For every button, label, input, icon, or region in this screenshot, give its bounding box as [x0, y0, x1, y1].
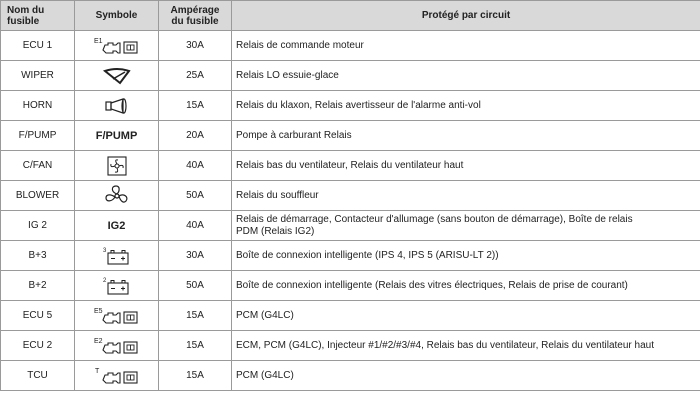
- horn-icon: [75, 91, 159, 121]
- protected-circuit: [232, 211, 700, 241]
- fuse-name: BLOWER: [1, 181, 75, 211]
- table-row: [1, 301, 700, 331]
- fuse-name: B+3: [1, 241, 75, 271]
- fuse-name: TCU: [1, 361, 75, 391]
- protected-circuit: [232, 241, 700, 271]
- icon-superscript: E5: [93, 307, 103, 315]
- condenser-fan-icon: [75, 151, 159, 181]
- battery-icon: [75, 241, 159, 271]
- wiper-icon: [75, 61, 159, 91]
- table-row: [1, 31, 700, 61]
- tcu-icon: [75, 361, 159, 391]
- header-protected-circuit: Protégé par circuit: [232, 1, 700, 31]
- table-row: [1, 331, 700, 361]
- header-amperage: Ampérage du fusible: [159, 1, 232, 31]
- circuit-line: Boîte de connexion intelligente (IPS 4, IPS 5 (ARISU-LT 2)): [236, 249, 499, 261]
- blower-fan-icon: [75, 181, 159, 211]
- table-row: [1, 151, 700, 181]
- fuse-amperage: 50A: [159, 271, 232, 301]
- symbol-label: F/PUMP: [95, 129, 138, 142]
- fuse-name: F/PUMP: [1, 121, 75, 151]
- icon-superscript: E1: [93, 37, 103, 45]
- circuit-line: Relais bas du ventilateur, Relais du ventilateur haut: [236, 159, 464, 171]
- circuit-line: Relais du klaxon, Relais avertisseur de l'alarme anti-vol: [236, 99, 481, 111]
- svg-text:T: T: [94, 367, 99, 375]
- ecu-icon: [75, 301, 159, 331]
- table-row: [1, 271, 700, 301]
- fuse-amperage: 40A: [159, 151, 232, 181]
- protected-circuit: [232, 121, 700, 151]
- protected-circuit: [232, 151, 700, 181]
- fuse-amperage: 50A: [159, 181, 232, 211]
- symbol-label: IG2: [107, 219, 126, 232]
- fuse-name: WIPER: [1, 61, 75, 91]
- svg-text:2: 2: [102, 277, 106, 284]
- fuse-name: HORN: [1, 91, 75, 121]
- protected-circuit: [232, 61, 700, 91]
- symbol-text: [75, 211, 159, 241]
- table-row: [1, 121, 700, 151]
- header-symbol: Symbole: [75, 1, 159, 31]
- battery-icon: [75, 271, 159, 301]
- fuse-name: C/FAN: [1, 151, 75, 181]
- header-fuse-name: Nom du fusible: [1, 1, 75, 31]
- protected-circuit: [232, 361, 700, 391]
- protected-circuit: [232, 331, 700, 361]
- circuit-line: Relais de commande moteur: [236, 39, 364, 51]
- circuit-line: PDM (Relais IG2): [236, 225, 315, 237]
- table-row: [1, 241, 700, 271]
- symbol-text: [75, 121, 159, 151]
- protected-circuit: [232, 271, 700, 301]
- header-row: [1, 1, 700, 31]
- protected-circuit: [232, 91, 700, 121]
- fuse-amperage: 25A: [159, 61, 232, 91]
- circuit-line: ECM, PCM (G4LC), Injecteur #1/#2/#3/#4, Relais bas du ventilateur, Relais du ventilateur haut: [236, 339, 654, 351]
- protected-circuit: [232, 181, 700, 211]
- circuit-line: Relais LO essuie-glace: [236, 69, 339, 81]
- fuse-name: ECU 2: [1, 331, 75, 361]
- circuit-line: PCM (G4LC): [236, 309, 294, 321]
- protected-circuit: [232, 31, 700, 61]
- table-row: [1, 211, 700, 241]
- svg-text:3: 3: [102, 247, 106, 254]
- circuit-line: Pompe à carburant Relais: [236, 129, 352, 141]
- table-row: [1, 361, 700, 391]
- fuse-name: ECU 1: [1, 31, 75, 61]
- fuse-amperage: 15A: [159, 301, 232, 331]
- fuse-amperage: 15A: [159, 361, 232, 391]
- fuse-amperage: 30A: [159, 31, 232, 61]
- fuse-name: IG 2: [1, 211, 75, 241]
- fuse-amperage: 15A: [159, 331, 232, 361]
- fuse-amperage: 30A: [159, 241, 232, 271]
- icon-superscript: E2: [93, 337, 103, 345]
- circuit-line: Boîte de connexion intelligente (Relais des vitres électriques, Relais de prise de courant): [236, 279, 628, 291]
- protected-circuit: [232, 301, 700, 331]
- circuit-line: Relais du souffleur: [236, 189, 319, 201]
- fuse-amperage: 20A: [159, 121, 232, 151]
- fuse-amperage: 40A: [159, 211, 232, 241]
- circuit-line: Relais de démarrage, Contacteur d'allumage (sans bouton de démarrage), Boîte de relais: [236, 213, 633, 225]
- table-row: [1, 61, 700, 91]
- circuit-line: PCM (G4LC): [236, 369, 294, 381]
- ecu-icon: [75, 331, 159, 361]
- table-row: [1, 91, 700, 121]
- ecu-icon: [75, 31, 159, 61]
- table-row: [1, 181, 700, 211]
- fuse-amperage: 15A: [159, 91, 232, 121]
- fuse-name: B+2: [1, 271, 75, 301]
- fuse-name: ECU 5: [1, 301, 75, 331]
